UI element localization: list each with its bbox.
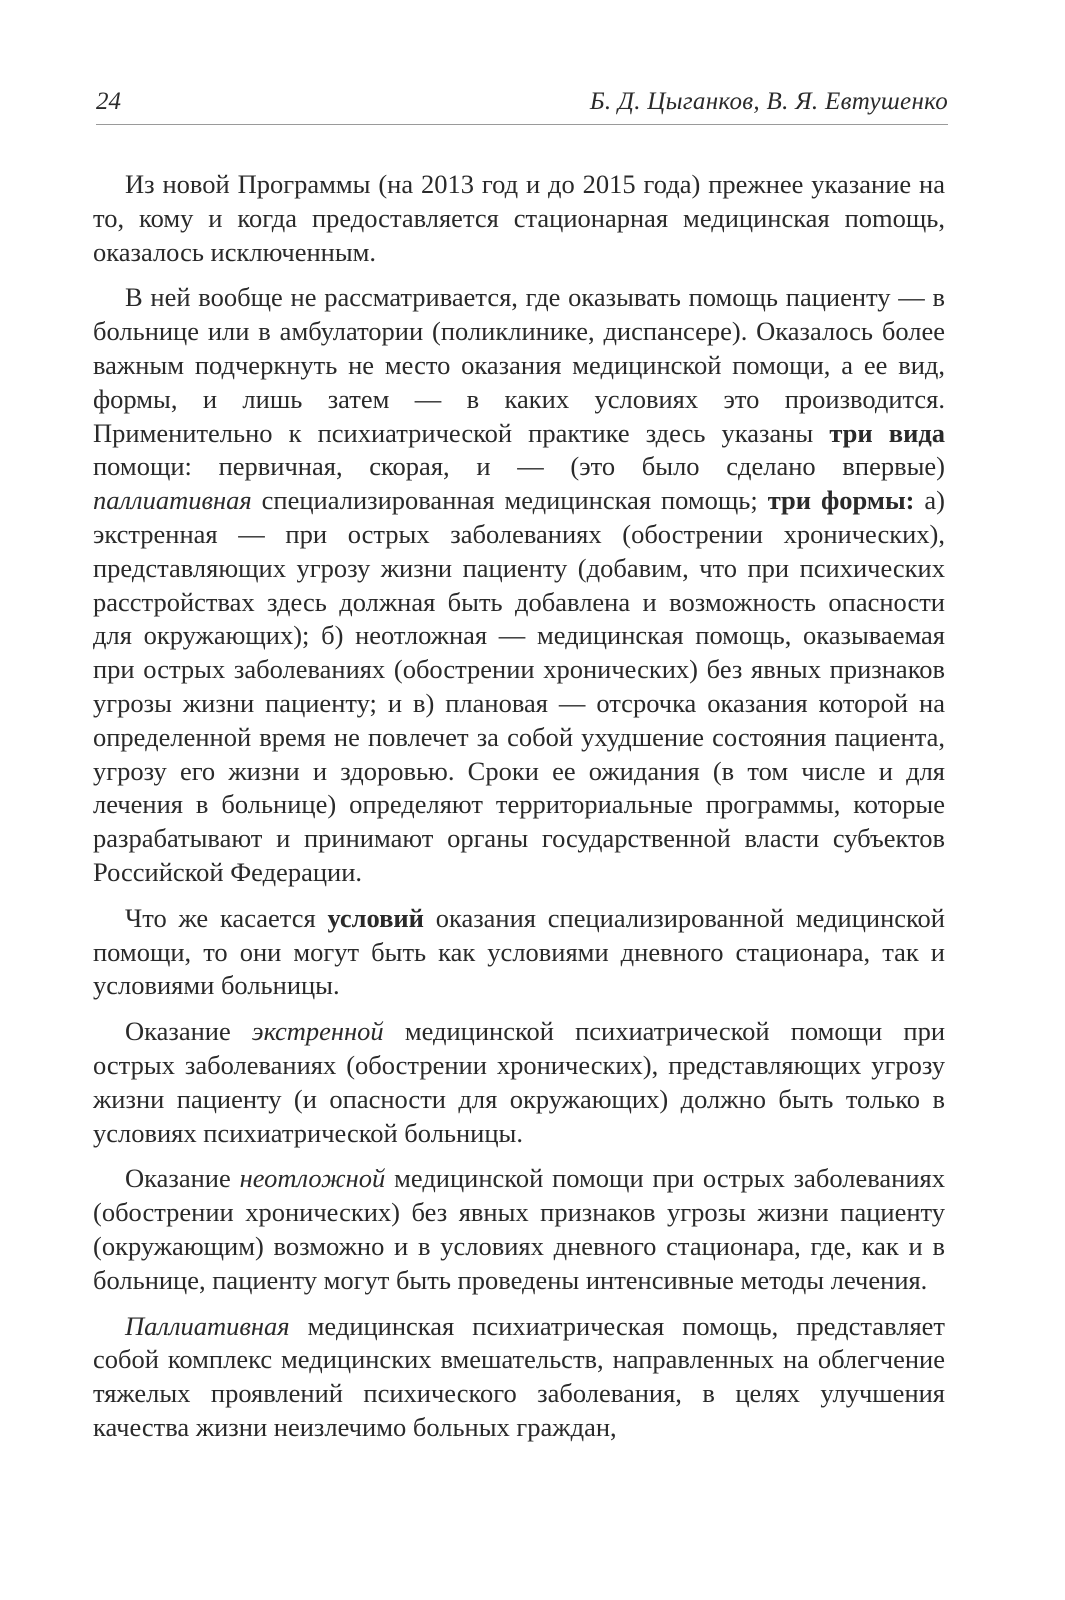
page-number: 24 <box>96 88 121 115</box>
bold-term: условий <box>327 902 424 933</box>
bold-term: три вида <box>829 417 946 448</box>
text-run: Оказание <box>125 1163 240 1194</box>
text-run: Оказание <box>125 1016 252 1047</box>
italic-term: Паллиативная <box>125 1310 290 1341</box>
paragraph <box>93 1310 945 1445</box>
body-text <box>93 168 945 1457</box>
bold-term: три формы: <box>767 485 915 516</box>
italic-term: неотложной <box>239 1163 386 1194</box>
text-run: Что же касается <box>125 902 328 933</box>
text-run: медицинской психиатрической помощи при острых заболеваниях (обострении хронических), представляющих угрозу жизни пациенту (и опасности для окружающих) должно быть только в условиях психиатрической больницы. <box>93 1016 945 1148</box>
running-header-authors: Б. Д. Цыганков, В. Я. Евтушенко <box>589 88 948 115</box>
text-run: медицинская психиатрическая помощь, представляет собой комплекс медицинских вмешательств, направленных на облегчение тяжелых проявлений психического заболевания, в целях улучшения качества жизни неизлечимо больных граждан, <box>93 1310 945 1442</box>
paragraph <box>93 168 945 269</box>
text-run: В ней вообще не рассматривается, где оказывать помощь пациенту — в больнице или в амбулатории (поликлинике, диспансере). Оказалось более важным подчеркнуть не место оказания медицинской помощи, а ее вид, формы, и лишь затем — в каких условиях это производится. Применительно к психиатрической практике здесь указаны <box>93 282 945 448</box>
running-header <box>96 84 948 125</box>
paragraph <box>93 1015 945 1150</box>
text-run: Из новой Программы (на 2013 год и до 2015 года) прежнее указание на то, кому и когда предоставляется стационарная медицинская поmощь, оказалось исключенным. <box>93 169 945 267</box>
paragraph <box>93 281 945 889</box>
paragraph <box>93 902 945 1003</box>
italic-term: экстренной <box>251 1016 384 1047</box>
text-run: а) экстренная — при острых заболеваниях (обострении хронических), представляющих угрозу жизни пациенту (добавим, что при психических расстройствах здесь должная быть добавлена и возможность опасности для окружающих); б) неотложная — медицинская помощь, оказываемая при острых заболеваниях (обострении хронических) без явных признаков угрозы жизни пациенту; и в) плановая — отсрочка оказания которой на определенной время не повлечет за собой ухудшение состояния пациента, угрозу его жизни и здоровью. Сроки ее ожидания (в том числе и для лечения в больнице) определяют территориальные программы, которые разрабатывают и принимают органы государственной власти субъектов Российской Федерации. <box>93 485 945 887</box>
text-run: медицинской помощи при острых заболеваниях (обострении хронических) без явных признаков угрозы жизни пациенту (окружающим) возможно и в условиях дневного стационара, где, как и в больнице, пациенту могут быть проведены интенсивные методы лечения. <box>93 1163 945 1295</box>
italic-term: паллиативная <box>93 485 252 516</box>
text-run: специализированная медицинская помощь; <box>251 485 768 516</box>
paragraph <box>93 1162 945 1297</box>
text-run: оказания специализированной медицинской помощи, то они могут быть как условиями дневного стационара, так и условиями больницы. <box>93 902 945 1001</box>
text-run: помощи: первичная, скорая, и — (это было сделано впервые) <box>93 451 945 482</box>
